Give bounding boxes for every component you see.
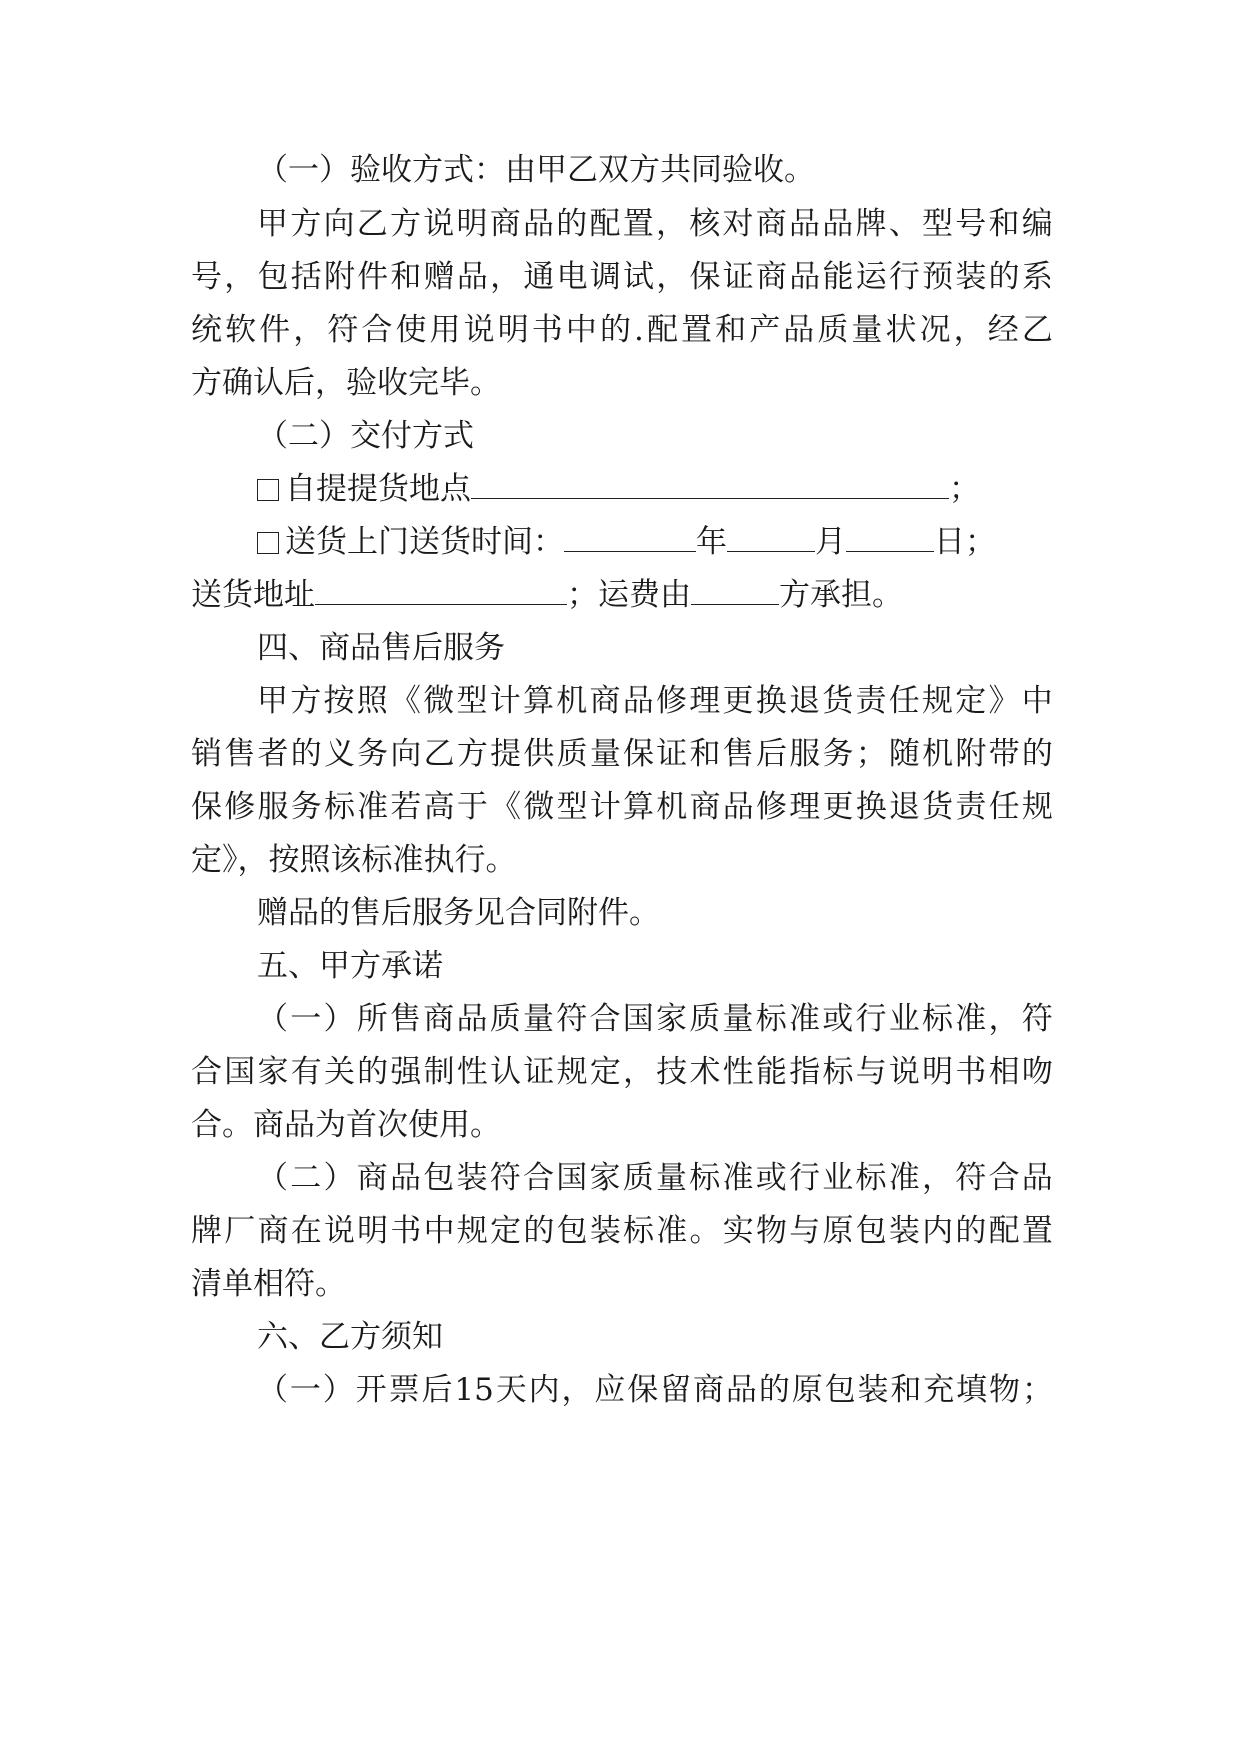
party-b-notice-heading: 六、乙方须知	[257, 1319, 443, 1355]
freight-tail: 方承担。	[779, 577, 903, 613]
paragraph-line: （ 二 ） 商 品 包 装 符 合 国 家 质 量 标 准 或 行 业 标 准 ， 符 合 品	[257, 1160, 1053, 1196]
paragraph-line: （ 一 ） 开 票 后 15 天 内 ， 应 保 留 商 品 的 原 包 装 和 充 填 物 ；	[257, 1372, 1053, 1408]
paragraph-line: 合 国 家 有 关 的 强 制 性 认 证 规 定 ， 技 术 性 能 指 标 与 说 明 书 相 吻	[191, 1054, 1053, 1090]
paragraph-line: 牌 厂 商 在 说 明 书 中 规 定 的 包 装 标 准 。 实 物 与 原 包 装 内 的 配 置	[191, 1213, 1053, 1249]
freight-party-blank[interactable]	[691, 578, 779, 605]
paragraph-line: 号 ， 包 括 附 件 和 赠 品 ， 通 电 调 试 ， 保 证 商 品 能 运 行 预 装 的 系	[191, 259, 1053, 295]
home-delivery-row	[257, 522, 1053, 562]
delivery-year-blank[interactable]	[564, 525, 696, 552]
self-pickup-row	[257, 469, 1053, 509]
delivery-address-label: 送货地址	[191, 577, 315, 613]
freight-label: ；运费由	[567, 577, 691, 613]
paragraph-line: 清单相符。	[191, 1266, 346, 1302]
pickup-location-blank[interactable]	[471, 472, 949, 499]
punctuation: ；	[949, 471, 980, 507]
self-pickup-checkbox[interactable]	[257, 479, 279, 501]
delivery-month-blank[interactable]	[727, 525, 815, 552]
year-label: 年	[696, 524, 727, 560]
month-label: 月	[815, 524, 846, 560]
paragraph-line: 方确认后，验收完毕。	[191, 365, 501, 401]
paragraph-line: 保 修 服 务 标 准 若 高 于 《 微 型 计 算 机 商 品 修 理 更 换 退 货 责 任 规	[191, 789, 1053, 825]
self-pickup-label: 自提提货地点	[285, 471, 471, 507]
day-label: 日；	[934, 524, 996, 560]
party-a-commitment-heading: 五、甲方承诺	[257, 948, 443, 984]
after-sales-heading: 四、商品售后服务	[257, 630, 505, 666]
paragraph-line: 赠品的售后服务见合同附件。	[257, 895, 660, 931]
paragraph-line: 甲 方 按 照 《 微 型 计 算 机 商 品 修 理 更 换 退 货 责 任 规 定 》 中	[257, 683, 1053, 719]
paragraph-line: 销 售 者 的 义 务 向 乙 方 提 供 质 量 保 证 和 售 后 服 务 ； 随 机 附 带 的	[191, 736, 1053, 772]
home-delivery-label: 送货上门送货时间：	[285, 524, 564, 560]
inspection-method-heading: （一）验收方式：由甲乙双方共同验收。	[257, 152, 815, 188]
paragraph-line: 合。商品为首次使用。	[191, 1107, 501, 1143]
delivery-address-blank[interactable]	[315, 578, 567, 605]
paragraph-line: 统 软 件 ， 符 合 使 用 说 明 书 中 的 . 配 置 和 产 品 质 量 状 况 ， 经 乙	[191, 312, 1053, 348]
delivery-method-heading: （二）交付方式	[257, 418, 474, 454]
paragraph-line: （ 一 ） 所 售 商 品 质 量 符 合 国 家 质 量 标 准 或 行 业 标 准 ， 符	[257, 1001, 1053, 1037]
paragraph-line: 甲 方 向 乙 方 说 明 商 品 的 配 置 ， 核 对 商 品 品 牌 、 型 号 和 编	[257, 206, 1053, 242]
home-delivery-checkbox[interactable]	[257, 532, 279, 554]
delivery-address-row	[191, 575, 1053, 615]
paragraph-line: 定》，按照该标准执行。	[191, 842, 517, 878]
delivery-day-blank[interactable]	[846, 525, 934, 552]
